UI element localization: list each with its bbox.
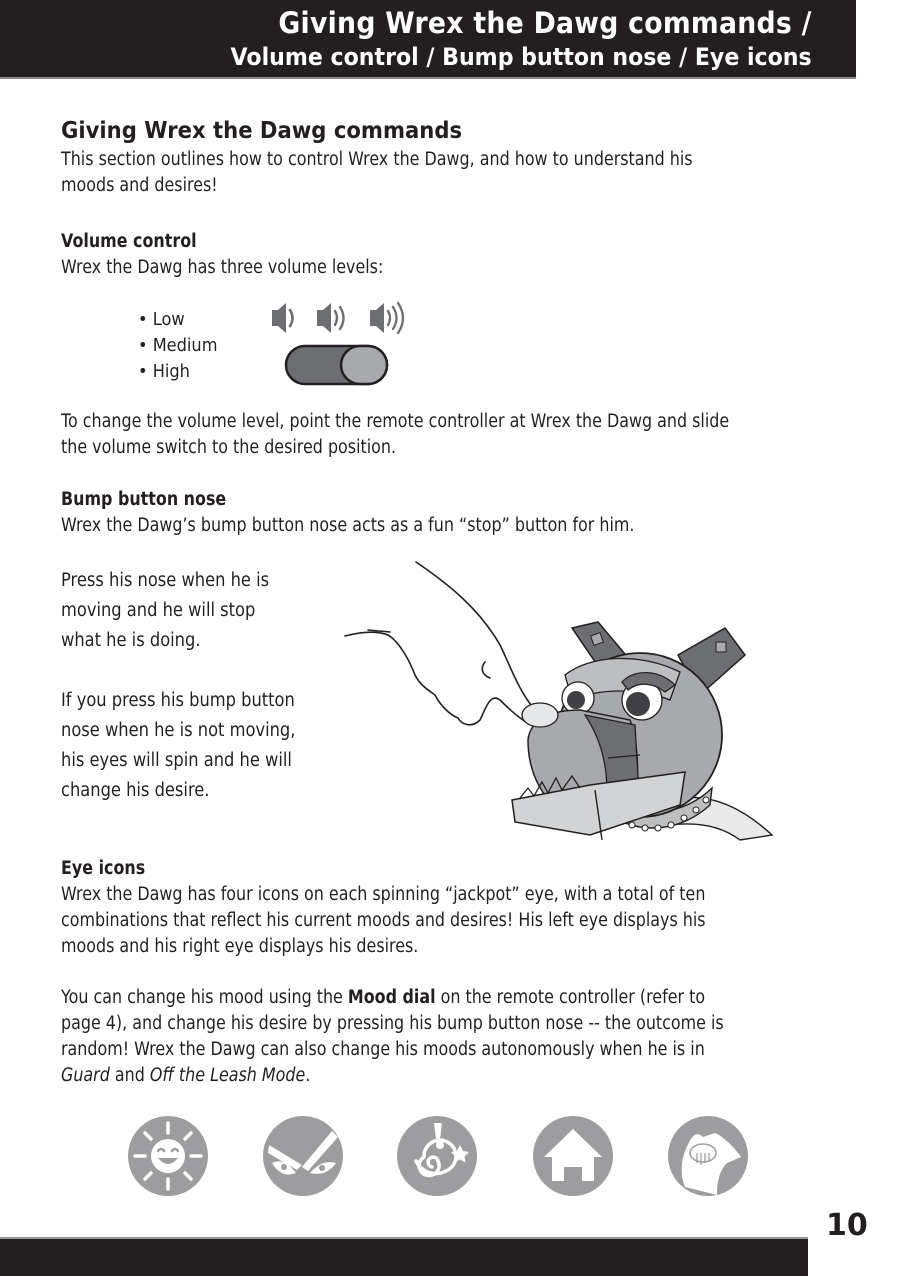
mood-line-4-mid: and (109, 1065, 150, 1086)
mood-line-4-end: . (305, 1065, 311, 1086)
dog-brain-icon (667, 1115, 749, 1197)
intro-line-1: This section outlines how to control Wrex the Dawg, and how to understand his (61, 149, 693, 170)
speaker-low-icon (272, 303, 293, 333)
volume-lead: Wrex the Dawg has three volume levels: (61, 257, 384, 278)
off-leash-mode-label: Off the Leash Mode (149, 1065, 306, 1086)
volume-heading: Volume control (61, 231, 197, 252)
bump-para1-line1: Press his nose when he is (61, 570, 270, 591)
eye-heading: Eye icons (61, 858, 146, 879)
footer-bar (0, 1237, 808, 1276)
header-title: Giving Wrex the Dawg commands / (278, 6, 812, 40)
volume-level-medium: • Medium (138, 335, 218, 356)
bump-nose-button (522, 703, 558, 727)
speaker-medium-icon (317, 303, 344, 333)
happy-sun-icon (127, 1115, 209, 1197)
bump-para1-line3: what he is doing. (61, 630, 201, 651)
bump-para1-line2: moving and he will stop (61, 600, 256, 621)
bump-lead: Wrex the Dawg’s bump button nose acts as a fun “stop” button for him. (61, 515, 635, 536)
mood-line-1-pre: You can change his mood using the (61, 987, 348, 1008)
volume-instructions-2: the volume switch to the desired position. (61, 437, 397, 458)
volume-switch-knob[interactable] (341, 346, 387, 384)
header-subtitle: Volume control / Bump button nose / Eye icons (230, 43, 812, 71)
intro-line-2: moods and desires! (61, 175, 218, 196)
dizzy-spiral-icon (396, 1115, 478, 1197)
mood-line-3: random! Wrex the Dawg can also change his moods autonomously when he is in (61, 1039, 705, 1060)
mood-line-1 (61, 985, 705, 1011)
header-bar (0, 0, 856, 79)
home-icon (532, 1115, 614, 1197)
eye-line-3: moods and his right eye displays his desires. (61, 936, 419, 957)
mood-line-4 (61, 1063, 310, 1089)
volume-level-low: • Low (138, 309, 185, 330)
bump-para2-line2: nose when he is not moving, (61, 720, 296, 741)
pointing-hand (345, 562, 542, 726)
bump-para2-line4: change his desire. (61, 780, 210, 801)
guard-mode-label: Guard (61, 1065, 110, 1086)
page-number: 10 (826, 1208, 868, 1243)
mood-line-1-post: on the remote controller (refer to (435, 987, 706, 1008)
eye-line-1: Wrex the Dawg has four icons on each spinning “jackpot” eye, with a total of ten (61, 884, 706, 905)
robot-dog-illustration (340, 560, 780, 850)
volume-level-high: • High (138, 361, 190, 382)
mood-line-2: page 4), and change his desire by pressing his bump button nose -- the outcome is (61, 1013, 724, 1034)
angry-eyes-icon (262, 1115, 344, 1197)
speaker-high-icon (370, 303, 403, 333)
bump-para2-line1: If you press his bump button (61, 690, 295, 711)
section-heading: Giving Wrex the Dawg commands (61, 118, 463, 144)
mood-dial-label: Mood dial (347, 987, 436, 1008)
bump-para2-line3: his eyes will spin and he will (61, 750, 292, 771)
volume-instructions-1: To change the volume level, point the remote controller at Wrex the Dawg and slide (61, 411, 730, 432)
bump-heading: Bump button nose (61, 489, 227, 510)
volume-switch[interactable] (286, 346, 387, 384)
eye-line-2: combinations that reflect his current moods and desires! His left eye displays his (61, 910, 706, 931)
volume-graphic (268, 300, 418, 390)
